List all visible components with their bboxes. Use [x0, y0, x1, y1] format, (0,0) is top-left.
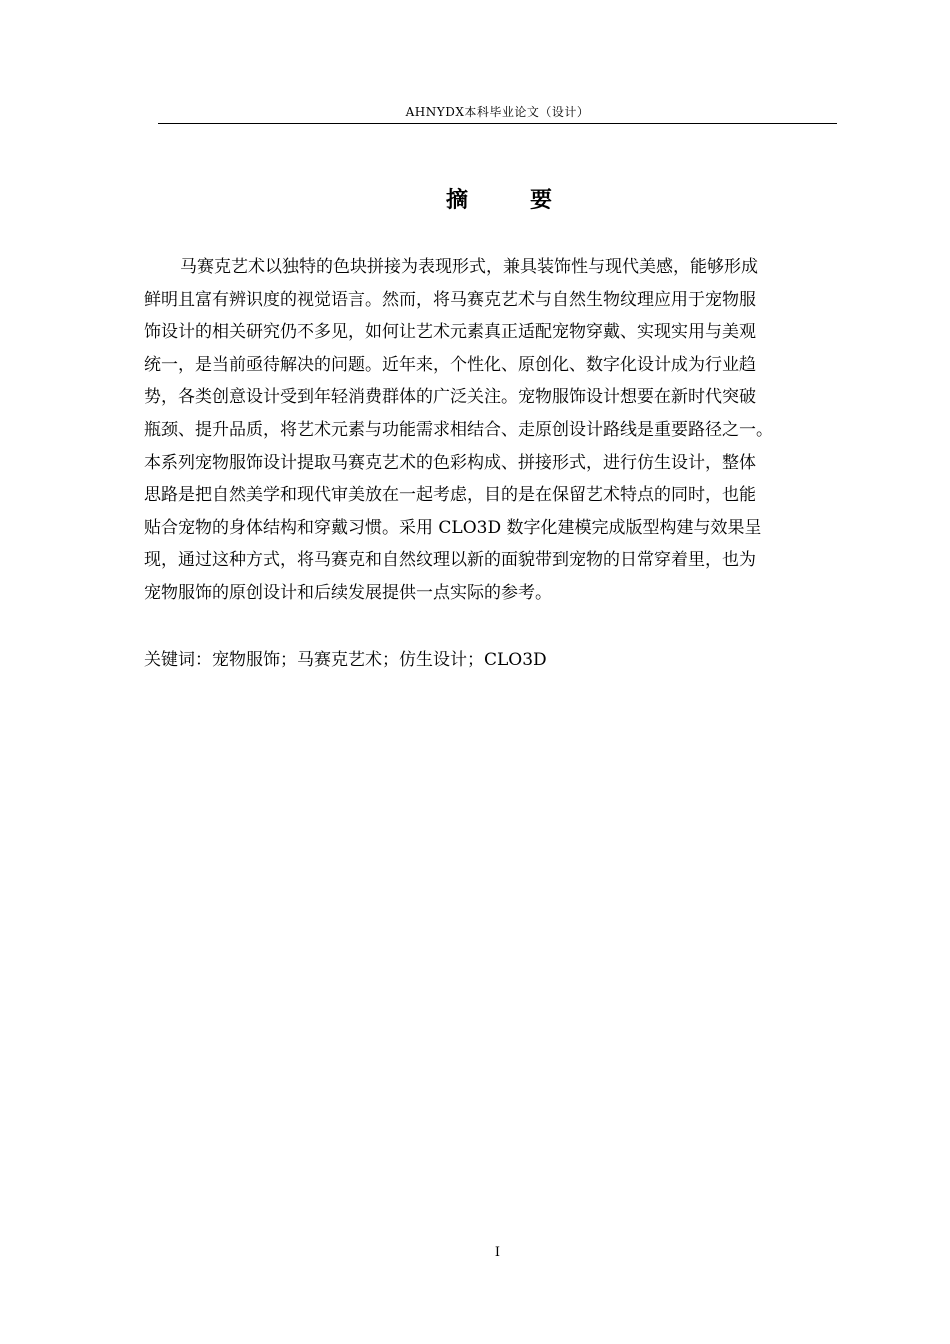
abstract-line: 马赛克艺术以独特的色块拼接为表现形式，兼具装饰性与现代美感，能够形成 — [180, 257, 758, 277]
page-header: AHNYDX本科毕业论文（设计） — [405, 105, 590, 119]
keywords — [144, 644, 854, 676]
abstract-line: 统一，是当前亟待解决的问题。近年来，个性化、原创化、数字化设计成为行业趋 — [144, 354, 756, 375]
abstract-line: 瓶颈、提升品质，将艺术元素与功能需求相结合、走原创设计路线是重要路径之一。 — [144, 419, 773, 440]
abstract-body — [144, 251, 854, 610]
abstract-line: 现，通过这种方式，将马赛克和自然纹理以新的面貌带到宠物的日常穿着里，也为 — [144, 550, 756, 571]
abstract-title: 摘 要 — [445, 188, 572, 213]
abstract-line: 贴合宠物的身体结构和穿戴习惯。采用 CLO3D 数字化建模完成版型构建与效果呈 — [144, 517, 762, 538]
abstract-line: 鲜明且富有辨识度的视觉语言。然而，将马赛克艺术与自然生物纹理应用于宠物服 — [144, 289, 756, 310]
header-rule — [158, 123, 837, 124]
page-number: I — [494, 1245, 501, 1260]
abstract-line: 宠物服饰的原创设计和后续发展提供一点实际的参考。 — [144, 582, 552, 603]
abstract-line: 势，各类创意设计受到年轻消费群体的广泛关注。宠物服饰设计想要在新时代突破 — [144, 387, 756, 408]
keywords-label: 关键词： — [144, 650, 212, 670]
abstract-line: 本系列宠物服饰设计提取马赛克艺术的色彩构成、拼接形式，进行仿生设计，整体 — [144, 452, 756, 473]
keywords-value: 宠物服饰；马赛克艺术；仿生设计；CLO3D — [212, 650, 547, 670]
abstract-line: 饰设计的相关研究仍不多见，如何让艺术元素真正适配宠物穿戴、实现实用与美观 — [144, 322, 756, 343]
abstract-line: 思路是把自然美学和现代审美放在一起考虑，目的是在保留艺术特点的同时，也能 — [144, 485, 756, 506]
